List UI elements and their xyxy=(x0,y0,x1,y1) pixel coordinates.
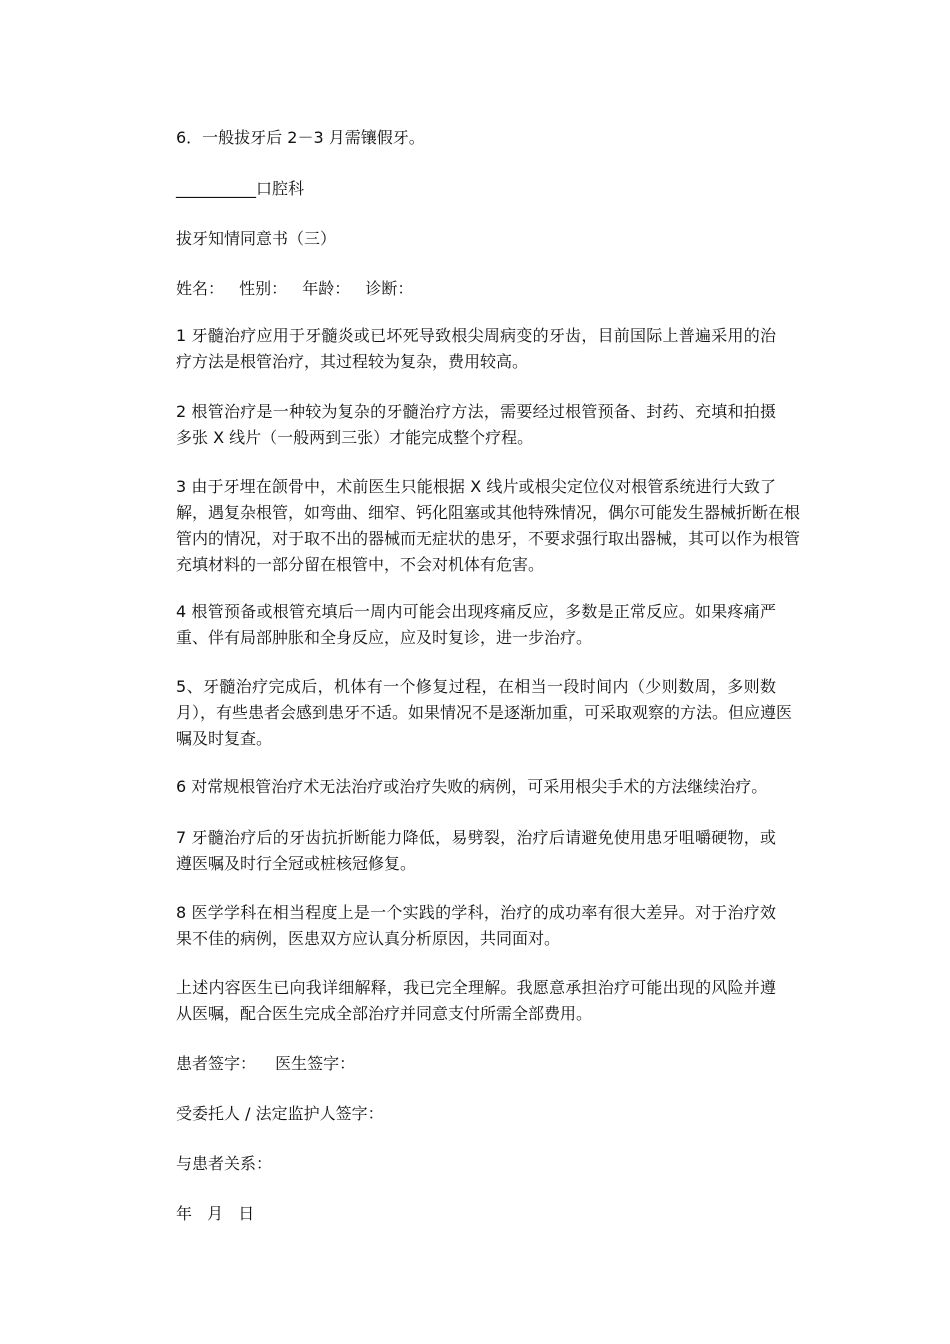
document-title: 拔牙知情同意书（三） xyxy=(176,229,337,248)
consent-line: 上述内容医生已向我详细解释，我已完全理解。我愿意承担治疗可能出现的风险并遵 xyxy=(176,978,776,997)
clause-4-line: 重、伴有局部肿胀和全身反应，应及时复诊，进一步治疗。 xyxy=(176,628,593,647)
clause-6-line: 6 对常规根管治疗术无法治疗或治疗失败的病例，可采用根尖手术的方法继续治疗。 xyxy=(176,777,768,796)
clause-7-line: 7 牙髓治疗后的牙齿抗折断能力降低，易劈裂，治疗后请避免使用患牙咀嚼硬物，或 xyxy=(176,828,776,847)
relation-label: 与患者关系： xyxy=(176,1154,273,1173)
clause-5-line: 嘱及时复查。 xyxy=(176,729,273,748)
signature-row xyxy=(176,1054,355,1074)
clause-4 xyxy=(176,599,776,651)
consent-statement xyxy=(176,975,776,1027)
clause-8 xyxy=(176,900,776,952)
clause-4-line: 4 根管预备或根管充填后一周内可能会出现疼痛反应，多数是正常反应。如果疼痛严 xyxy=(176,602,776,621)
clause-2-line: 2 根管治疗是一种较为复杂的牙髓治疗方法，需要经过根管预备、封药、充填和拍摄 xyxy=(176,402,776,421)
consent-line: 从医嘱，配合医生完成全部治疗并同意支付所需全部费用。 xyxy=(176,1004,593,1023)
clause-3 xyxy=(176,474,801,578)
clause-1 xyxy=(176,323,776,375)
clause-3-line: 解，遇复杂根管，如弯曲、细窄、钙化阻塞或其他特殊情况，偶尔可能发生器械折断在根 xyxy=(176,503,801,522)
clause-2-line: 多张 X 线片（一般两到三张）才能完成整个疗程。 xyxy=(176,428,534,447)
top-note: 6．一般拔牙后 2－3 月需镶假牙。 xyxy=(176,128,425,147)
clause-5 xyxy=(176,674,793,752)
department-line: __________口腔科 xyxy=(176,179,305,198)
clause-3-line: 充填材料的一部分留在根管中，不会对机体有危害。 xyxy=(176,555,545,574)
doctor-signature-label: 医生签字： xyxy=(275,1054,356,1073)
guardian-signature-label: 受委托人 / 法定监护人签字： xyxy=(176,1104,384,1123)
clause-3-line: 管内的情况，对于取不出的器械而无症状的患牙，不要求强行取出器械，其可以作为根管 xyxy=(176,529,801,548)
patient-info-row xyxy=(176,279,413,299)
clause-2 xyxy=(176,399,776,451)
date-year-label: 年 xyxy=(176,1204,193,1223)
clause-7 xyxy=(176,825,776,877)
gender-field-label: 性别： xyxy=(239,279,288,298)
clause-8-line: 果不佳的病例，医患双方应认真分析原因，共同面对。 xyxy=(176,929,561,948)
clause-7-line: 遵医嘱及时行全冠或桩核冠修复。 xyxy=(176,854,417,873)
name-field-label: 姓名： xyxy=(176,279,225,298)
clause-5-line: 月），有些患者会感到患牙不适。如果情况不是逐渐加重，可采取观察的方法。但应遵医 xyxy=(176,703,793,722)
clause-1-line: 疗方法是根管治疗，其过程较为复杂，费用较高。 xyxy=(176,352,529,371)
patient-signature-label: 患者签字： xyxy=(176,1054,257,1073)
date-row xyxy=(176,1204,254,1224)
clause-8-line: 8 医学学科在相当程度上是一个实践的学科，治疗的成功率有很大差异。对于治疗效 xyxy=(176,903,776,922)
diagnosis-field-label: 诊断： xyxy=(365,279,414,298)
date-month-label: 月 xyxy=(207,1204,224,1223)
clause-1-line: 1 牙髓治疗应用于牙髓炎或已坏死导致根尖周病变的牙齿，目前国际上普遍采用的治 xyxy=(176,326,776,345)
clause-5-line: 5、牙髓治疗完成后，机体有一个修复过程，在相当一段时间内（少则数周，多则数 xyxy=(176,677,776,696)
age-field-label: 年龄： xyxy=(302,279,351,298)
date-day-label: 日 xyxy=(238,1204,255,1223)
clause-3-line: 3 由于牙埋在颌骨中，术前医生只能根据 X 线片或根尖定位仪对根管系统进行大致了 xyxy=(176,477,776,496)
clause-6 xyxy=(176,774,776,800)
